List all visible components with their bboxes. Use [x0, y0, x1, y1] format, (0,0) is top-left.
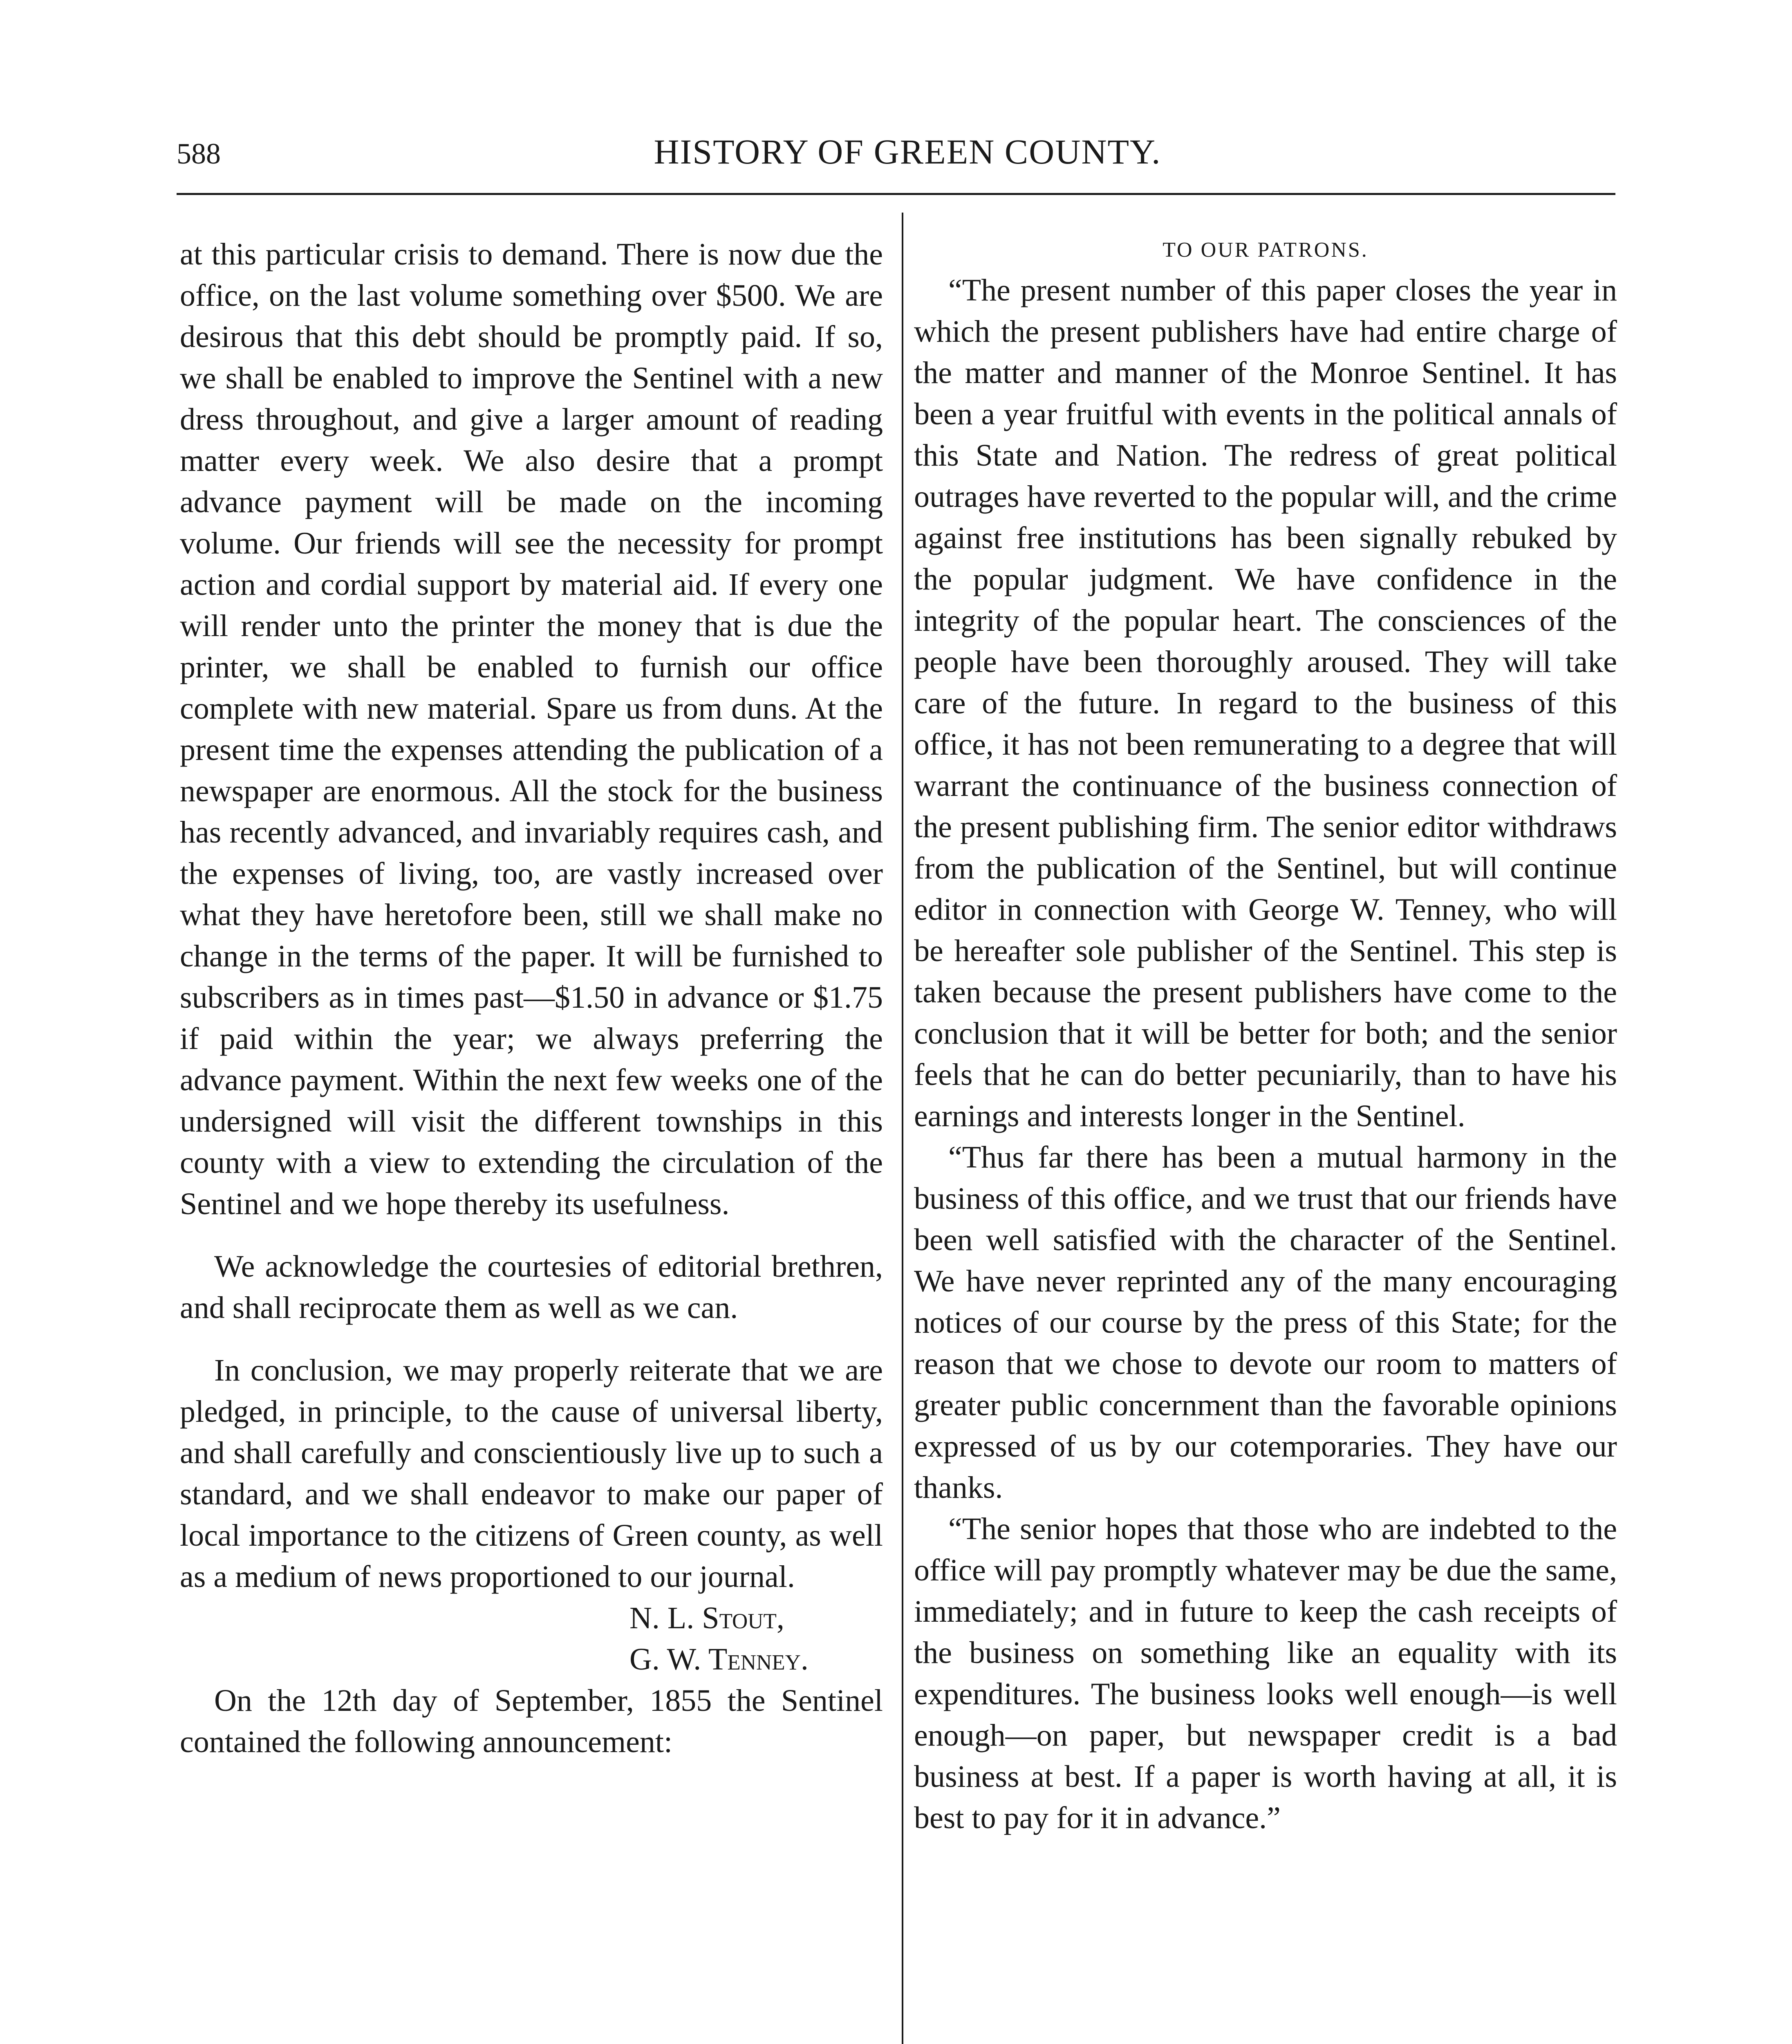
section-heading: TO OUR PATRONS.: [1163, 238, 1369, 262]
left-paragraph-2: We acknowledge the courtesies of editorial brethren, and shall reciprocate them as well as we can.: [180, 1249, 883, 1325]
left-paragraph-3: In conclusion, we may properly reiterate that we are pledged, in principle, to the cause of universal liberty, and shall carefully and conscientiously live up to such a standard, and we shall endeavor to make our paper of local importance to the citizens of Green county, as well as a medium of news proportioned to our journal.: [180, 1353, 883, 1594]
column-divider: [902, 213, 903, 2044]
running-title: HISTORY OF GREEN COUNTY.: [654, 132, 1161, 171]
left-column: [180, 234, 883, 1763]
page-number: 588: [177, 137, 221, 170]
signature-tenney: G. W. Tenney.: [629, 1642, 809, 1676]
right-paragraph-2: “Thus far there has been a mutual harmony in the business of this office, and we trust that our friends have been well satisfied with the character of the Sentinel. We have never reprinted any of the many encouraging notices of our course by the press of this State; for the reason that we chose to devote our room to matters of greater public concernment than the favorable opinions expressed of us by our cotemporaries. They have our thanks.: [914, 1140, 1617, 1505]
signature-stout: N. L. Stout,: [629, 1601, 784, 1635]
right-paragraph-3: “The senior hopes that those who are indebted to the office will pay promptly whatever may be due the same, immediately; and in future to keep the cash receipts of the business on something like an equality with its expenditures. The business looks well enough—is well enough—on paper, but newspaper credit is a bad business at best. If a paper is worth having at all, it is best to pay for it in advance.”: [914, 1512, 1617, 1835]
right-paragraph-1: “The present number of this paper closes the year in which the present publishers have had entire charge of the matter and manner of the Monroe Sentinel. It has been a year fruitful with events in the political annals of this State and Nation. The redress of great political outrages have reverted to the popular will, and the crime against free institutions has been signally rebuked by the popular judgment. We have confidence in the integrity of the popular heart. The consciences of the people have been thoroughly aroused. They will take care of the future. In regard to the business of this office, it has not been remunerating to a degree that will warrant the continuance of the business connection of the present publishing firm. The senior editor withdraws from the publication of the Sentinel, but will continue editor in connection with George W. Tenney, who will be hereafter sole publisher of the Sentinel. This step is taken because the present publishers have come to the conclusion that it will be better for both; and the senior feels that he can do better pecuniarily, than to have his earnings and interests longer in the Sentinel.: [914, 273, 1617, 1133]
left-paragraph-4: On the 12th day of September, 1855 the Sentinel contained the following announcement:: [180, 1683, 883, 1759]
header-rule: [177, 193, 1615, 195]
right-column: [914, 234, 1617, 1839]
left-paragraph-1: at this particular crisis to demand. There is now due the office, on the last volume something over $500. We are desirous that this debt should be promptly paid. If so, we shall be enabled to improve the Sentinel with a new dress throughout, and give a larger amount of reading matter every week. We also desire that a prompt advance payment will be made on the incoming volume. Our friends will see the necessity for prompt action and cordial support by material aid. If every one will render unto the printer the money that is due the printer, we shall be enabled to furnish our office complete with new material. Spare us from duns. At the present time the expenses attending the publication of a newspaper are enormous. All the stock for the business has recently advanced, and invariably requires cash, and the expenses of living, too, are vastly increased over what they have heretofore been, still we shall make no change in the terms of the paper. It will be furnished to subscribers as in times past—$1.50 in advance or $1.75 if paid within the year; we always preferring the advance payment. Within the next few weeks one of the undersigned will visit the different townships in this county with a view to extending the circulation of the Sentinel and we hope thereby its usefulness.: [180, 237, 883, 1221]
